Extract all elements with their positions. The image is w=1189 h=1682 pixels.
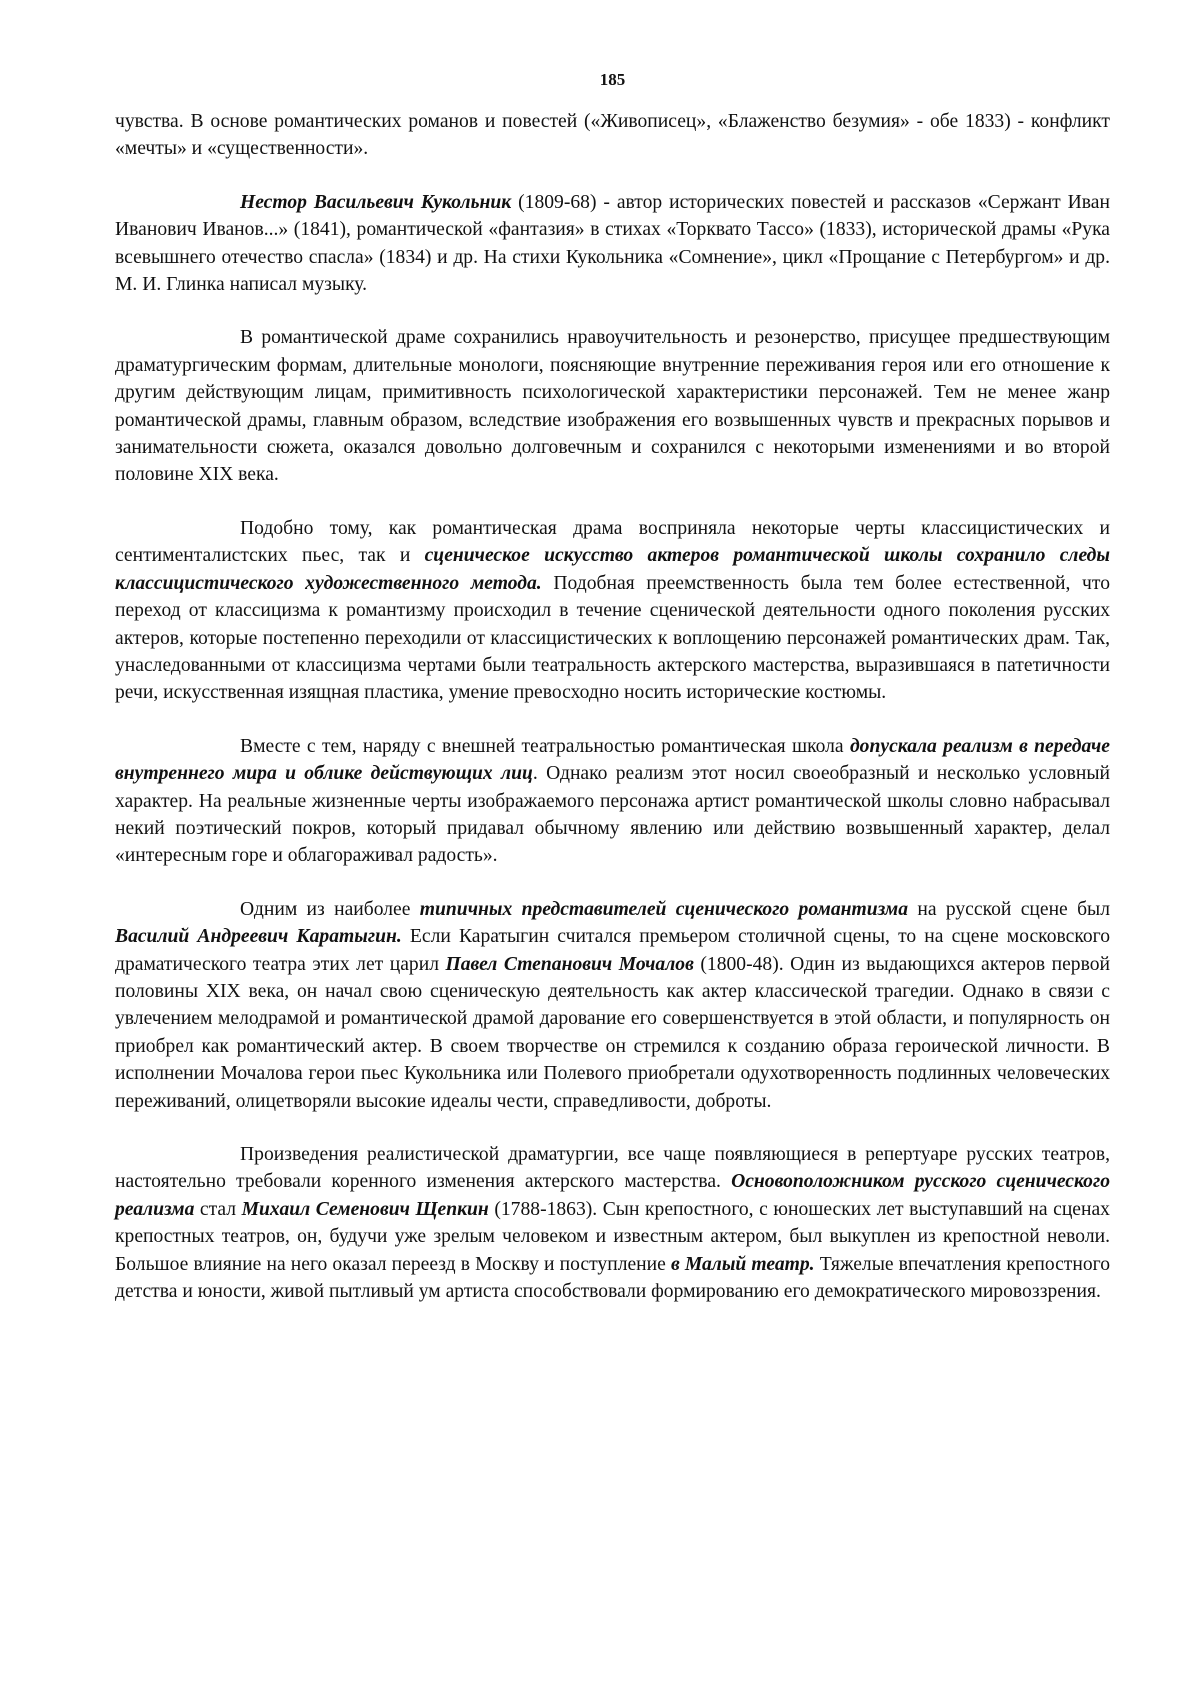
emphasized-text: сценическое искусство актеров романтической школы сохранило следы классицистического художественного метода. xyxy=(115,545,1110,594)
text-run: (1809-68) - автор исторических повестей и рассказов «Сержант Иван Иванович Иванов...» (1841), романтической «фантазия» в стихах «Торквато Тассо» (1833), исторической драмы «Рука всевышнего отечество спасла» (1834) и др. На стихи Кукольника «Сомнение», цикл «Прощание с Петербургом» и др. М. И. Глинка написал музыку. xyxy=(115,191,1110,296)
text-run: Произведения реалистической драматургии, все чаще появляющиеся в репертуаре русских театров, настоятельно требовали коренного изменения актерского мастерства. xyxy=(115,1144,1110,1193)
emphasized-text: Павел Степанович Мочалов xyxy=(445,953,694,975)
text-run: Подобно тому, как романтическая драма восприняла некоторые черты классицистических и сентименталистских пьес, так и xyxy=(115,517,1110,567)
text-run: Тяжелые впечатления крепостного детства и юности, живой пытливый ум артиста способствовали формированию его демократического мировоззрения. xyxy=(115,1253,1110,1303)
text-run: (1788-1863). Сын крепостного, с юношеских лет выступавший на сценах крепостных театров, он, будучи уже зрелым человеком и известным актером, был выкуплен из крепостной неволи. Большое влияние на него оказал переезд в Москву и поступление xyxy=(115,1198,1110,1275)
paragraph xyxy=(115,1141,1110,1305)
paragraph xyxy=(115,896,1110,1115)
text-run: . Однако реализм этот носил своеобразный и несколько условный характер. На реальные жизненные черты изображаемого персонажа артист романтической школы словно набрасывал некий поэтический покров, который придавал обычному явлению или действию возвышенный характер, делал «интересным горе и облагораживал радость». xyxy=(115,763,1110,867)
text-run: Вместе с тем, наряду с внешней театральностью романтическая школа xyxy=(240,735,850,757)
paragraph xyxy=(115,324,1110,488)
text-run: (1800-48). Один из выдающихся актеров первой половины XIX века, он начал свою сценическую деятельность как актер классической трагедии. Однако в связи с увлечением мелодрамой и романтической драмой дарование его совершенствуется в этой области, и популярность он приобрел как романтический актер. В своем творчестве он стремился к созданию образа героической личности. В исполнении Мочалова герои пьес Кукольника или Полевого приобретали одухотворенность подлинных человеческих переживаний, олицетворяли высокие идеалы чести, справедливости, доброты. xyxy=(115,953,1110,1112)
emphasized-text: типичных представителей сценического романтизма xyxy=(419,898,909,920)
paragraph xyxy=(115,515,1110,707)
document-page xyxy=(115,70,1110,1305)
emphasized-text: Михаил Семенович Щепкин xyxy=(241,1198,489,1220)
paragraph xyxy=(115,108,1110,163)
emphasized-text: Нестор Васильевич Кукольник xyxy=(240,191,512,213)
page-number: 185 xyxy=(599,70,626,89)
text-run: Подобная преемственность была тем более естественной, что переход от классицизма к романтизму происходил в течение сценической деятельности одного поколения русских актеров, которые постепенно переходили от классицистических к воплощению персонажей романтических драм. Так, унаследованными от классицизма чертами были театральность актерского мастерства, выразившаяся в патетичности речи, искусственная изящная пластика, умение превосходно носить исторические костюмы. xyxy=(115,572,1111,704)
emphasized-text: Василий Андреевич Каратыгин. xyxy=(115,926,402,948)
paragraph xyxy=(115,733,1110,870)
text-run: Одним из наиболее xyxy=(240,898,420,920)
text-run: чувства. В основе романтических романов и повестей («Живописец», «Блаженство безумия» - обе 1833) - конфликт «мечты» и «существенности». xyxy=(115,111,1110,160)
emphasized-text: Основоположником русского сценического реализма xyxy=(115,1171,1110,1220)
body-text xyxy=(115,108,1110,1305)
text-run: стал xyxy=(194,1198,242,1220)
text-run: В романтической драме сохранились нравоучительность и резонерство, присущее предшествующим драматургическим формам, длительные монологи, поясняющие внутренние переживания героя или его отношение к другим действующим лицам, примитивность психологической характеристики персонажей. Тем не менее жанр романтической драмы, главным образом, вследствие изображения его возвышенных чувств и прекрасных порывов и занимательности сюжета, оказался довольно долговечным и сохранился с некоторыми изменениями и во второй половине XIX века. xyxy=(115,327,1110,486)
emphasized-text: в Малый театр. xyxy=(670,1253,815,1275)
emphasized-text: допускала реализм в передаче внутреннего мира и облике действующих лиц xyxy=(115,735,1110,785)
text-run: Если Каратыгин считался премьером столичной сцены, то на сцене московского драматического театра этих лет царил xyxy=(115,926,1110,975)
paragraph xyxy=(115,189,1110,299)
text-run: на русской сцене был xyxy=(908,898,1110,920)
